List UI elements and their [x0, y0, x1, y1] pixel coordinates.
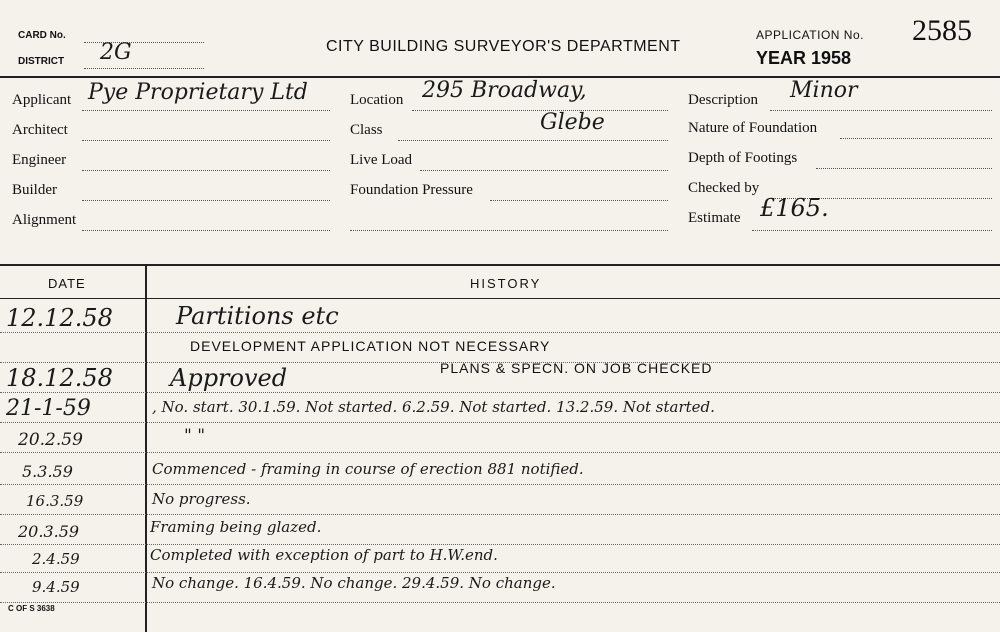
- location-value: 295 Broadway,: [422, 78, 587, 103]
- year-label: YEAR 1958: [756, 48, 852, 68]
- history-date: 9.4.59: [32, 578, 80, 596]
- foundation-pressure-label: Foundation Pressure: [350, 182, 473, 198]
- history-date: 16.3.59: [26, 492, 84, 510]
- class-label: Class: [350, 122, 383, 138]
- history-date: 20.2.59: [18, 430, 83, 450]
- district-label: DISTRICT: [18, 56, 65, 67]
- location-label: Location: [350, 92, 404, 108]
- application-no-label: APPLICATION No.: [756, 28, 864, 42]
- history-entry: Partitions etc: [176, 302, 339, 330]
- architect-label: Architect: [12, 122, 68, 138]
- checked-by-label: Checked by: [688, 180, 760, 196]
- history-entry: " ": [184, 426, 206, 446]
- history-date: 12.12.58: [6, 304, 113, 332]
- history-entry: Completed with exception of part to H.W.end.: [150, 546, 498, 564]
- history-date: 18.12.58: [6, 364, 113, 392]
- alignment-label: Alignment: [12, 212, 77, 228]
- history-entry: , No. start. 30.1.59. Not started. 6.2.59. Not started. 13.2.59. Not started.: [152, 398, 715, 416]
- history-header: HISTORY: [470, 276, 542, 291]
- department-title: CITY BUILDING SURVEYOR'S DEPARTMENT: [326, 38, 681, 55]
- class-value: Glebe: [540, 110, 605, 135]
- history-entry: Approved: [170, 364, 288, 392]
- history-date: 2.4.59: [32, 550, 80, 568]
- builder-label: Builder: [12, 182, 57, 198]
- history-entry: No change. 16.4.59. No change. 29.4.59. No change.: [152, 574, 556, 592]
- depth-of-footings-label: Depth of Footings: [688, 150, 798, 166]
- history-date: 21-1-59: [6, 396, 91, 421]
- history-date: 5.3.59: [22, 462, 73, 481]
- estimate-label: Estimate: [688, 210, 741, 226]
- stamp-development-application: DEVELOPMENT APPLICATION NOT NECESSARY: [190, 338, 551, 354]
- description-label: Description: [688, 92, 758, 108]
- estimate-value: £165.: [760, 194, 829, 222]
- applicant-value: Pye Proprietary Ltd: [88, 80, 308, 105]
- applicant-label: Applicant: [12, 92, 72, 108]
- stamp-plans-checked: PLANS & SPECN. ON JOB CHECKED: [440, 360, 713, 376]
- form-code: C OF S 3638: [8, 604, 55, 613]
- history-entry: Framing being glazed.: [150, 518, 322, 536]
- date-header: DATE: [48, 276, 86, 291]
- history-entry: No progress.: [152, 490, 251, 508]
- description-value: Minor: [790, 78, 858, 103]
- district-value: 2G: [100, 40, 132, 65]
- application-no-value: 2585: [912, 14, 972, 47]
- live-load-label: Live Load: [350, 152, 413, 168]
- history-date: 20.3.59: [18, 522, 80, 541]
- history-entry: Commenced - framing in course of erection 881 notified.: [152, 460, 584, 478]
- nature-of-foundation-label: Nature of Foundation: [688, 120, 818, 136]
- engineer-label: Engineer: [12, 152, 67, 168]
- card-no-label: CARD No.: [18, 30, 66, 41]
